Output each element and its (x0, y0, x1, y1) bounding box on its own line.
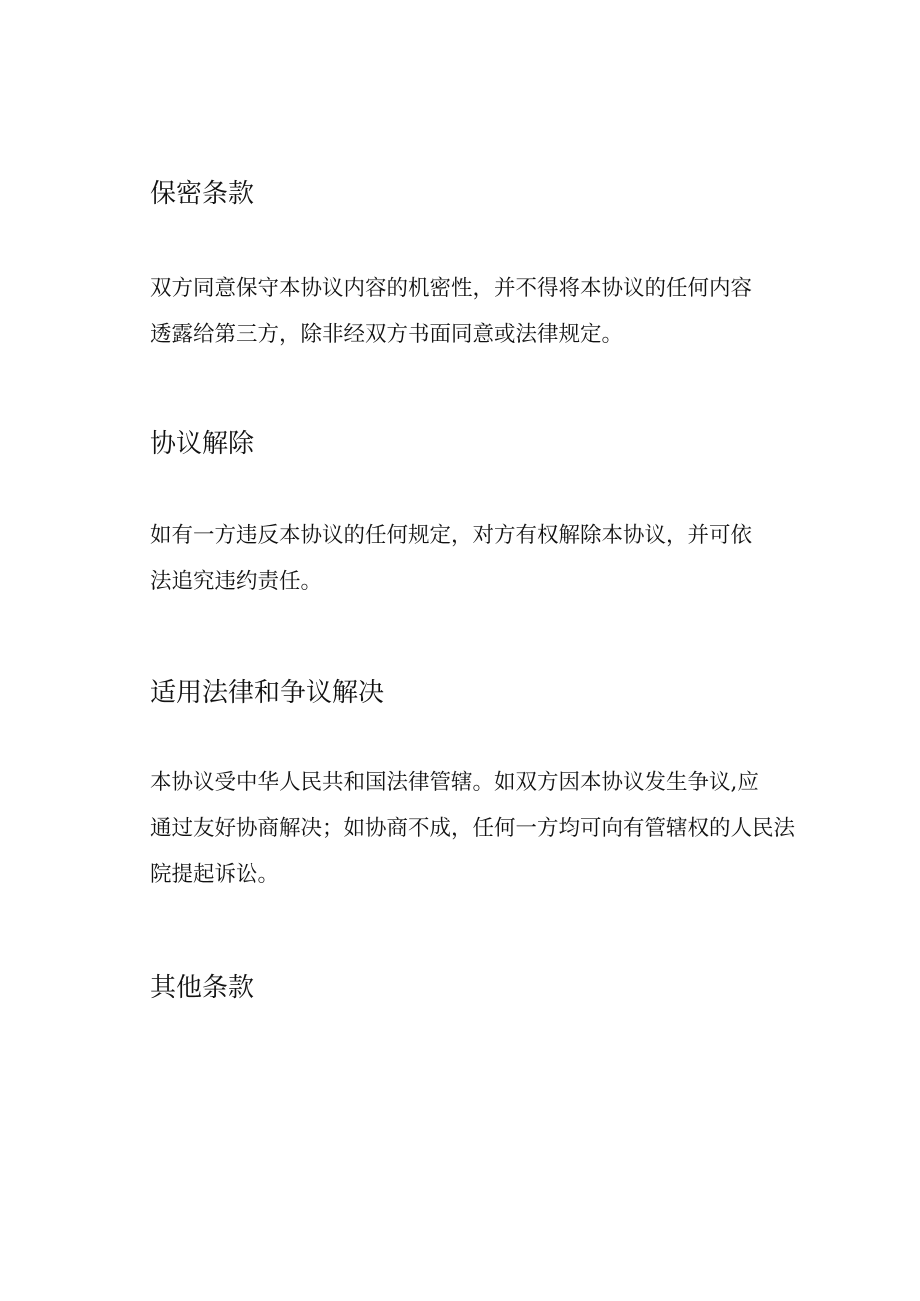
paragraph-line: 本协议受中华人民共和国法律管辖。如双方因本协议发生争议,应 (150, 770, 759, 795)
section-heading: 协议解除 (150, 429, 255, 459)
paragraph-line: 院提起诉讼。 (150, 862, 280, 887)
section-paragraph (150, 513, 830, 605)
section-other-terms (150, 968, 830, 1008)
section-heading: 其他条款 (150, 973, 255, 1003)
paragraph-line: 法追究违约责任。 (150, 569, 323, 594)
section-paragraph (150, 760, 830, 898)
section-governing-law (150, 673, 830, 713)
section-governing-law-body (150, 760, 830, 898)
section-termination-body (150, 513, 830, 605)
section-termination (150, 424, 830, 464)
section-confidentiality (150, 174, 830, 214)
section-confidentiality-body (150, 266, 830, 358)
section-paragraph (150, 266, 830, 358)
paragraph-line: 如有一方违反本协议的任何规定，对方有权解除本协议，并可依 (150, 523, 753, 548)
paragraph-line: 双方同意保守本协议内容的机密性，并不得将本协议的任何内容 (150, 276, 753, 301)
paragraph-line: 通过友好协商解决；如协商不成，任何一方均可向有管辖权的人民法 (150, 816, 796, 841)
paragraph-line: 透露给第三方，除非经双方书面同意或法律规定。 (150, 322, 624, 347)
section-heading: 适用法律和争议解决 (150, 678, 385, 708)
section-heading: 保密条款 (150, 179, 255, 209)
